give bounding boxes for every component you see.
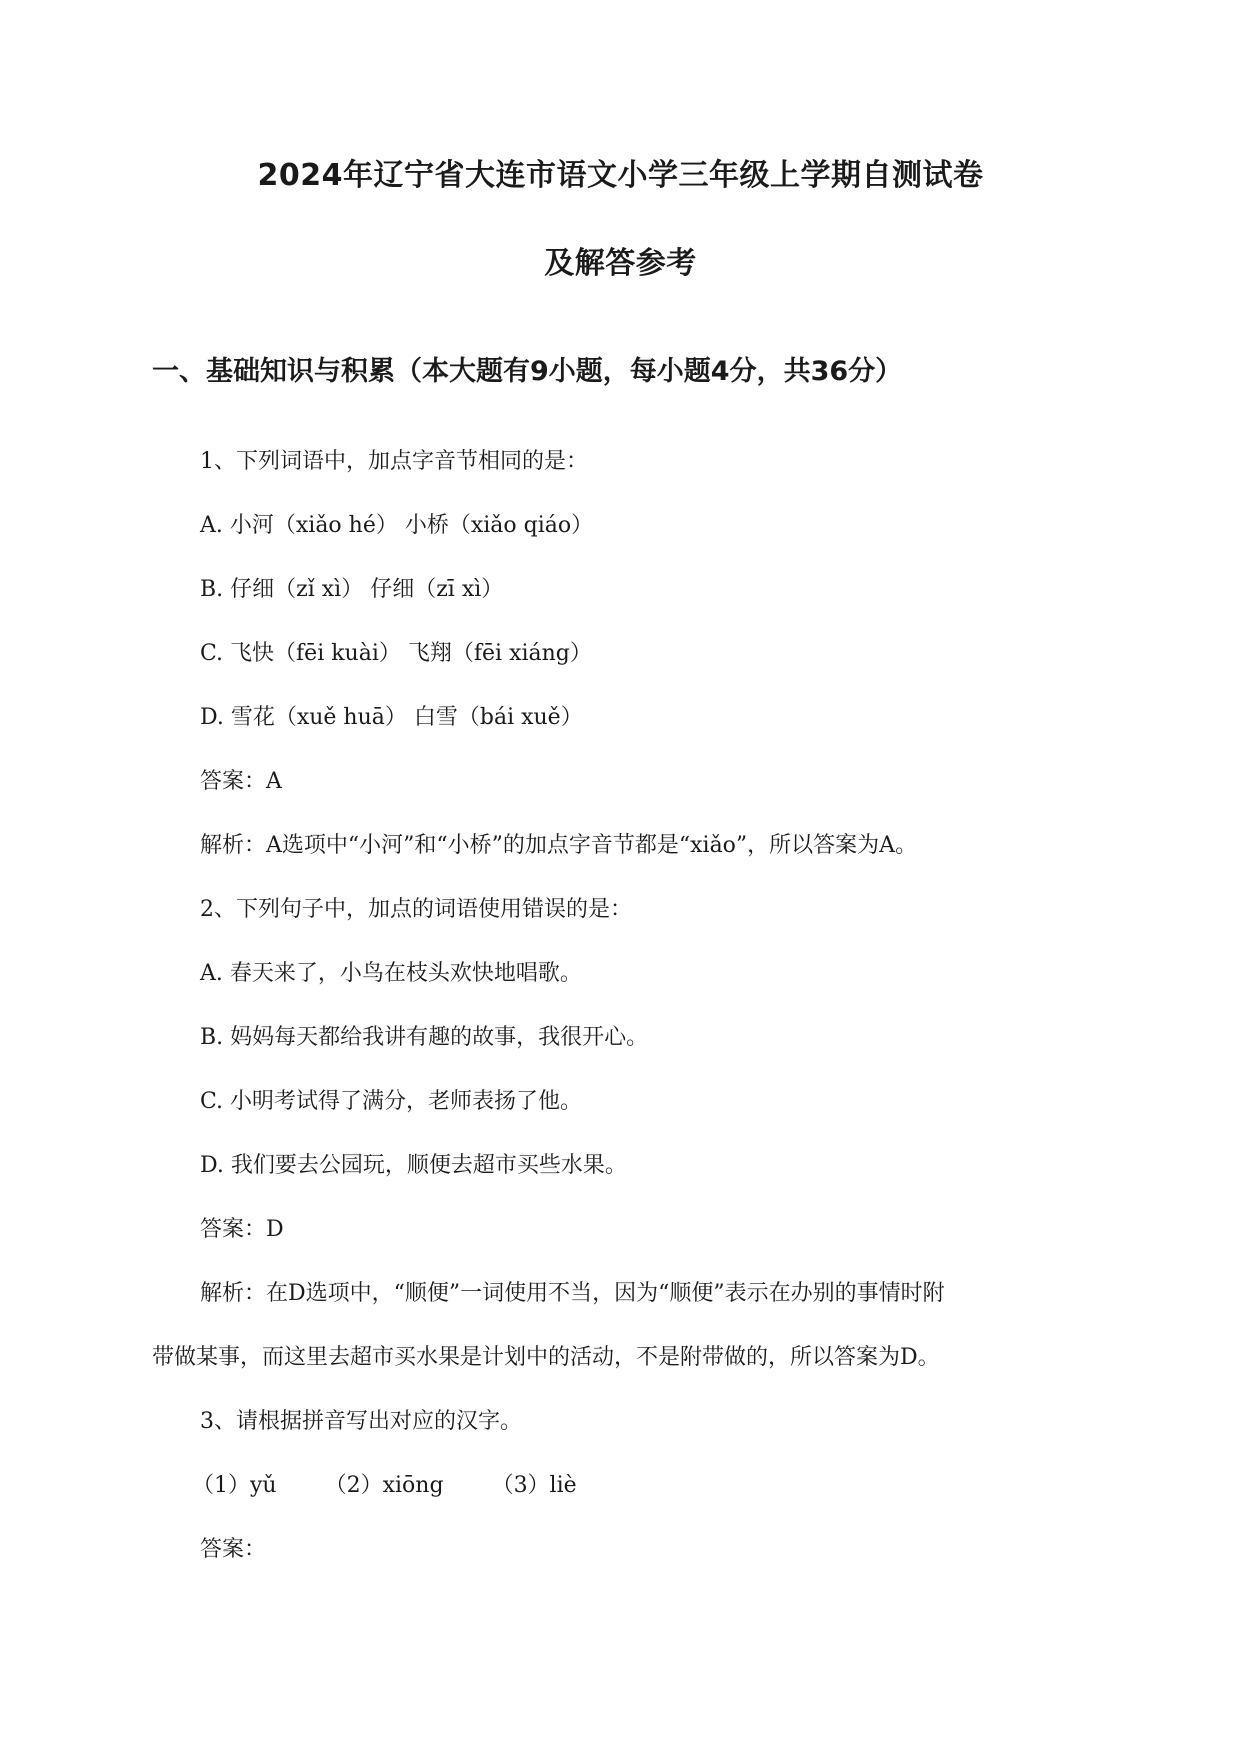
pinyin-item-3: （3）liè xyxy=(491,1473,577,1498)
question-3-pinyin-items xyxy=(192,1470,577,1502)
question-2-stem: 2、下列句子中，加点的词语使用错误的是： xyxy=(200,897,632,922)
question-3-stem: 3、请根据拼音写出对应的汉字。 xyxy=(200,1409,522,1434)
question-1-stem: 1、下列词语中，加点字音节相同的是： xyxy=(200,449,588,474)
document-title-line-2: 及解答参考 xyxy=(544,246,697,281)
question-2-option-d: D. 我们要去公园玩，顺便去超市买些水果。 xyxy=(200,1153,627,1178)
document-title-line-1: 2024年辽宁省大连市语文小学三年级上学期自测试卷 xyxy=(257,158,984,193)
section-heading: 一、基础知识与积累（本大题有9小题，每小题4分，共36分） xyxy=(152,356,903,387)
question-2-option-c: C. 小明考试得了满分，老师表扬了他。 xyxy=(200,1089,583,1114)
question-2-answer: 答案：D xyxy=(200,1217,284,1242)
question-2-analysis-line-2: 带做某事，而这里去超市买水果是计划中的活动，不是附带做的，所以答案为D。 xyxy=(152,1345,940,1370)
pinyin-item-1: （1）yǔ xyxy=(192,1473,277,1498)
pinyin-item-2: （2）xiōng xyxy=(324,1473,444,1498)
question-2-analysis-line-1: 解析：在D选项中，“顺便”一词使用不当，因为“顺便”表示在办别的事情时附 xyxy=(200,1281,945,1306)
question-3-answer: 答案： xyxy=(200,1537,267,1562)
question-1-option-d: D. 雪花（xuě huā） 白雪（bái xuě） xyxy=(200,705,583,730)
question-1-option-c: C. 飞快（fēi kuài） 飞翔（fēi xiáng） xyxy=(200,641,592,666)
question-1-option-b: B. 仔细（zǐ xì） 仔细（zī xì） xyxy=(200,577,504,602)
question-1-option-a: A. 小河（xiǎo hé） 小桥（xiǎo qiáo） xyxy=(200,513,594,538)
question-1-answer: 答案：A xyxy=(200,769,282,794)
question-2-option-a: A. 春天来了，小鸟在枝头欢快地唱歌。 xyxy=(200,961,582,986)
question-1-analysis: 解析：A选项中“小河”和“小桥”的加点字音节都是“xiǎo”，所以答案为A。 xyxy=(200,833,918,858)
question-2-option-b: B. 妈妈每天都给我讲有趣的故事，我很开心。 xyxy=(200,1025,649,1050)
